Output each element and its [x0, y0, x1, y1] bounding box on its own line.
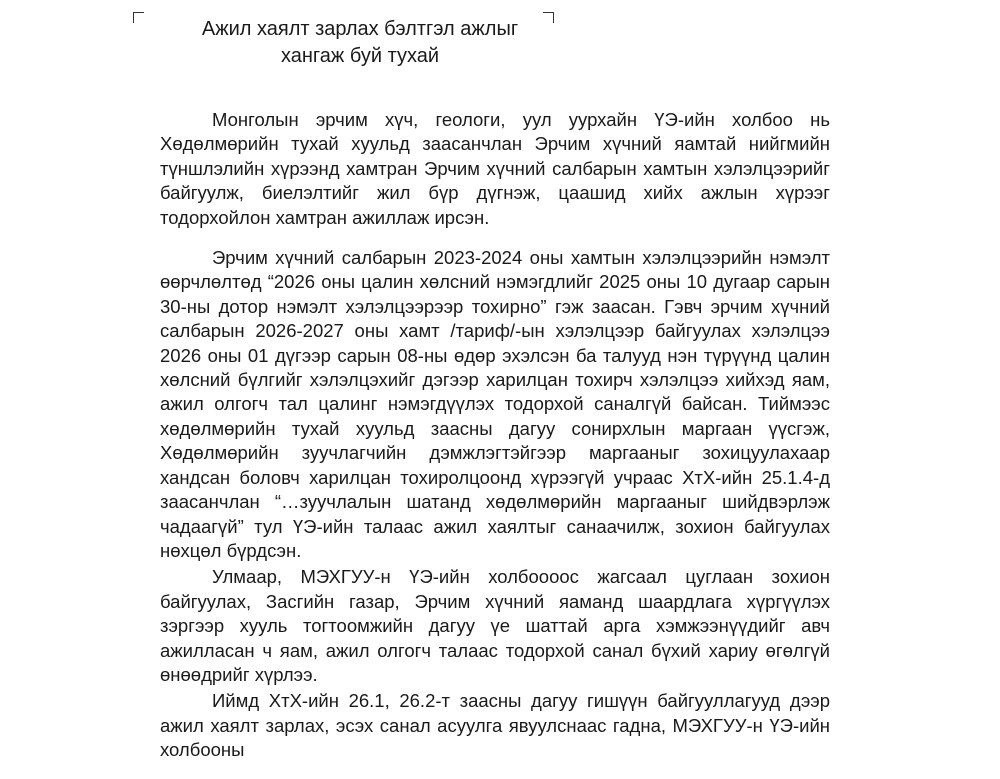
paragraph-1: Монголын эрчим хүч, геологи, уул уурхайн ҮЭ-ийн холбоо нь Хөдөлмөрийн тухай хуульд заасанчлан Эрчим хүчний яамтай нийгмийн түншлэлийн хүрээнд хамтран Эрчим хүчний салбарын хамтын хэлэлцээрийг байгуулж, биелэлтийг жил бүр дүгнэж, цаашид хийх ажлын хүрээг тодорхойлон хамтран ажиллаж ирсэн.: [160, 109, 830, 228]
paragraph-2: Эрчим хүчний салбарын 2023-2024 оны хамтын хэлэлцээрийн нэмэлт өөрчлөлтөд “2026 оны цалин хөлсний нэмэгдлийг 2025 оны 10 дугаар сарын 30-ны дотор нэмэлт хэлэлцээрээр тохирно” гэж заасан. Гэвч эрчим хүчний салбарын 2026-2027 оны хамт /тариф/-ын хэлэлцээр байгуулах хэлэлцээ 2026 оны 01 дүгээр сарын 08-ны өдөр эхэлсэн ба талууд нэн түрүүнд цалин хөлсний бүлгийг хэлэлцэхийг дэгээр харилцан тохирч хэлэлцээ хийхэд яам, ажил олгогч тал цалинг нэмэгдүүлэх тодорхой саналгүй байсан. Тиймээс хөдөлмөрийн тухай хуульд заасны дагуу сонирхлын маргаан үүсгэж, Хөдөлмөрийн зуучлагчийн дэмжлэгтэйгээр маргааныг зохицуулахаар хандсан боловч харилцан тохиролцоонд хүрээгүй учраас ХтХ-ийн 25.1.4-д заасанчлан “…зуучлалын шатанд хөдөлмөрийн маргааныг шийдвэрлэж чадаагүй” тул ҮЭ-ийн талаас ажил хаялтыг санаачилж, зохион байгуулах нөхцөл бүрдсэн.: [160, 247, 830, 561]
title-line-2: хангаж буй тухай: [280, 45, 440, 67]
title-line-1: Ажил хаялт зарлах бэлтгэл ажлыг: [201, 18, 519, 40]
document-body: [160, 108, 830, 779]
corner-mark-top-left: [133, 12, 144, 23]
document-title: [160, 16, 560, 70]
paragraph-4: Иймд ХтХ-ийн 26.1, 26.2-т заасны дагуу гишүүн байгууллагууд дээр ажил хаялт зарлах, эсэх санал асуулга явуулснаас гадна, МЭХГУУ-н ҮЭ-ийн холбооны: [160, 690, 830, 761]
paragraph-3: Улмаар, МЭХГУУ-н ҮЭ-ийн холбоооос жагсаал цуглаан зохион байгуулах, Засгийн газар, Эрчим хүчний яаманд шаардлага хүргүүлэх зэргээр хууль тогтоомжийн дагуу үе шаттай арга хэмжээнүүдийг авч ажилласан ч яам, ажил олгогч талаас тодорхой санал бүхий хариу өгөлгүй өнөөдрийг хүрлээ.: [160, 566, 830, 685]
